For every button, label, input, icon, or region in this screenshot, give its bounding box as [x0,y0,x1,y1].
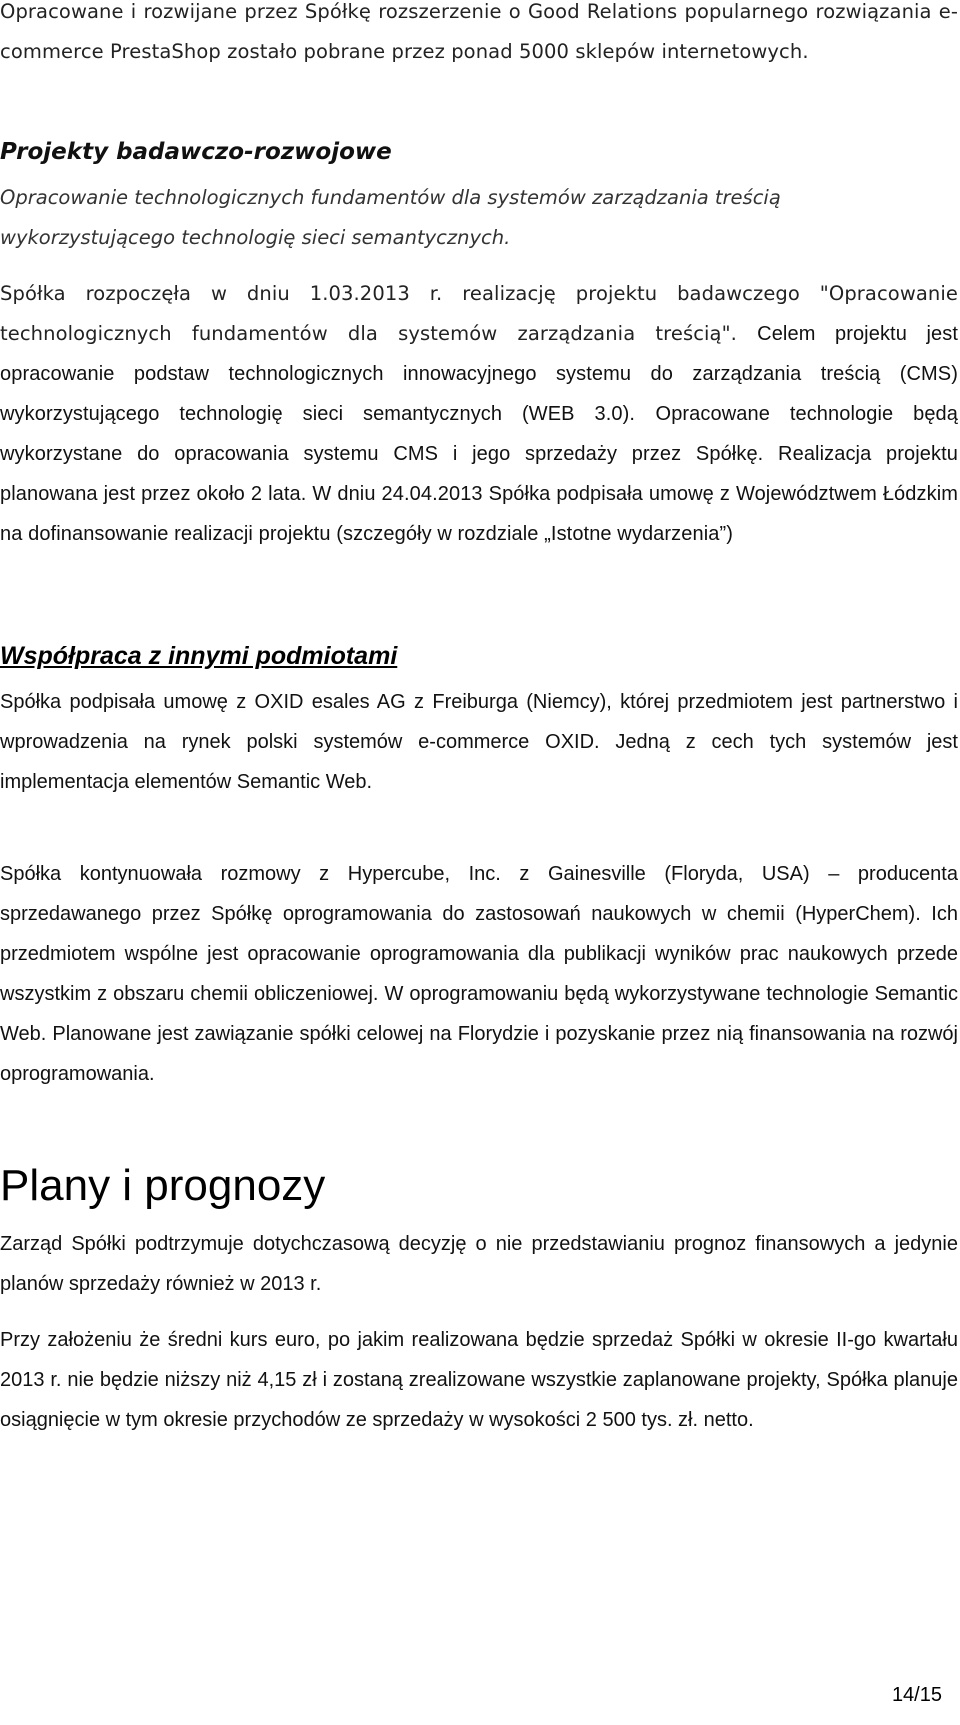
research-heading: Projekty badawczo-rozwojowe [0,139,392,165]
intro-paragraph: Opracowane i rozwijane przez Spółkę rozszerzenie o Good Relations popularnego rozwiązania e-commerce PrestaShop zostało pobrane przez ponad 5000 sklepów internetowych. [0,0,958,63]
page-number: 14/15 [891,1684,942,1706]
plans-paragraph-1: Zarząd Spółki podtrzymuje dotychczasową decyzję o nie przedstawianiu prognoz finansowych a jedynie planów sprzedaży również w 2013 r. [0,1233,958,1295]
plans-paragraph-2: Przy założeniu że średni kurs euro, po jakim realizowana będzie sprzedaż Spółki w okresie II-go kwartału 2013 r. nie będzie niższy niż 4,15 zł i zostaną zrealizowane wszystkie zaplanowane projekty, Spółka planuje osiągnięcie w tym okresie przychodów ze sprzedaży w wysokości 2 500 tys. zł. netto. [0,1329,958,1431]
research-paragraph [0,274,958,554]
cooperation-heading: Współpraca z innymi podmiotami [0,642,398,670]
research-subtitle: Opracowanie technologicznych fundamentów dla systemów zarządzania treścią wykorzystującego technologię sieci semantycznych. [0,186,781,249]
research-para-3: Opracowane technologie będą wykorzystane do opracowania systemu CMS i jego sprzedaży przez Spółkę. Realizacja projektu planowana jest przez około 2 lata. W dniu 24.04.2013 Spółka podpisała umowę z Województwem Łódzkim na dofinansowanie realizacji projektu (szczegóły w rozdziale „Istotne wydarzenia”) [0,403,958,545]
plans-heading: Plany i prognozy [0,1161,326,1210]
cooperation-paragraph-2: Spółka kontynuowała rozmowy z Hypercube, Inc. z Gainesville (Floryda, USA) – producenta sprzedawanego przez Spółkę oprogramowania do zastosowań naukowych w chemii (HyperChem). Ich przedmiotem wspólne jest opracowanie oprogramowania dla publikacji wyników prac naukowych przede wszystkim z obszaru chemii obliczeniowej. W oprogramowaniu będą wykorzystywane technologie Semantic Web. Planowane jest zawiązanie spółki celowej na Florydzie i pozyskanie przez nią finansowania na rozwój oprogramowania. [0,863,958,1085]
research-para-2: Celem projektu jest opracowanie podstaw technologicznych innowacyjnego systemu do zarządzania treścią (CMS) wykorzystującego technologię sieci semantycznych (WEB 3.0). [0,323,958,425]
cooperation-paragraph-1: Spółka podpisała umowę z OXID esales AG z Freiburga (Niemcy), której przedmiotem jest partnerstwo i wprowadzenia na rynek polski systemów e-commerce OXID. Jedną z cech tych systemów jest implementacja elementów Semantic Web. [0,691,958,793]
research-para-1: Spółka rozpoczęła w dniu 1.03.2013 r. realizację projektu badawczego "Opracowanie technologicznych fundamentów dla systemów zarządzania treścią". [0,282,958,345]
